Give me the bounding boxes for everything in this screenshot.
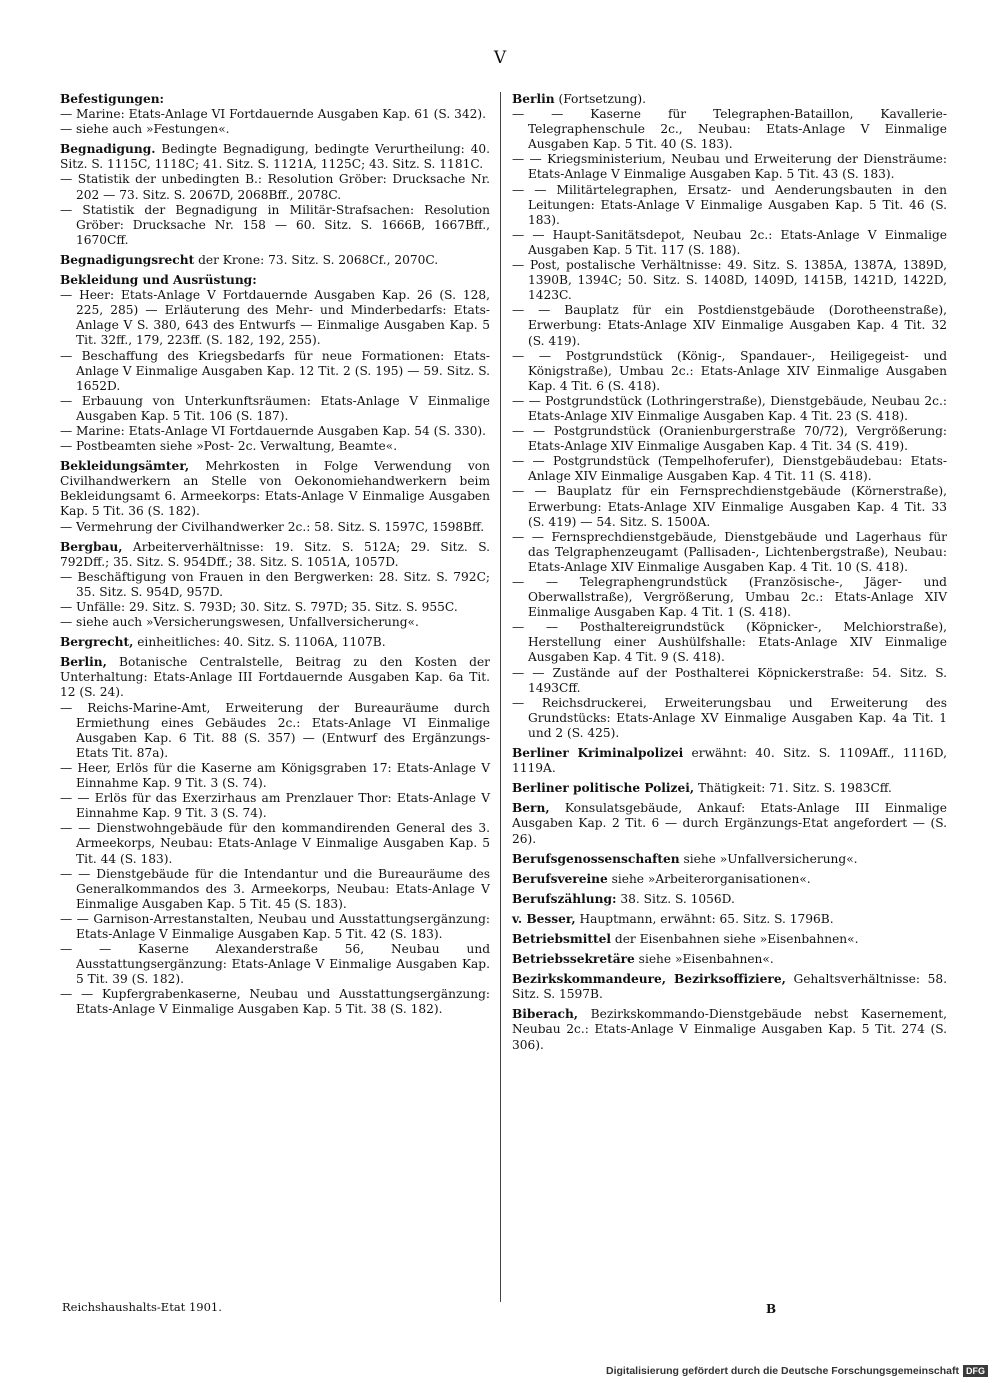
entry-heading: Betriebsmittel (512, 931, 612, 946)
entry-main (512, 746, 947, 776)
entry-heading: Bergbau, (60, 539, 123, 554)
entry-main (512, 952, 947, 967)
entry-text: einheitliches: 40. Sitz. S. 1106A, 1107B. (133, 635, 386, 650)
footer-source: Reichshaushalts-Etat 1901. (62, 1300, 222, 1314)
entry-subitem: — — Postgrundstück (König-, Spandauer-, Heiligegeist- und Königstraße), Umbau 2c.: Etats-Anlage XIV Einmalige Ausgaben Kap. 4 Tit. 6 (S. 418). (512, 348, 947, 393)
entry-text: Thätigkeit: 71. Sitz. S. 1983Cff. (694, 781, 892, 796)
entry-subitem: — Postbeamten siehe »Post- 2c. Verwaltung, Beamte«. (60, 439, 398, 454)
entry-subitem: — — Postgrundstück (Tempelhoferufer), Dienstgebäudebau: Etats-Anlage XIV Einmalige Ausgaben Kap. 4 Tit. 11 (S. 418). (512, 454, 947, 484)
entry-text: Hauptmann, erwähnt: 65. Sitz. S. 1796B. (575, 911, 834, 926)
index-entry (512, 801, 947, 846)
entry-heading: Berlin (512, 92, 555, 106)
entry-main (60, 459, 490, 519)
entry-subitem: — — Postgrundstück (Lothringerstraße), Dienstgebäude, Neubau 2c.: Etats-Anlage XIV Einmalige Ausgaben Kap. 4 Tit. 23 (S. 418). (512, 393, 947, 423)
entry-main (512, 872, 947, 887)
entry-subitem: — — Kaserne für Telegraphen-Bataillon, Kavallerie-Telegraphenschule 2c., Neubau: Etats-Anlage V Einmalige Ausgaben Kap. 5 Tit. 40 (S. 183). (512, 107, 947, 152)
entry-subitem: — — Erlös für das Exerzirhaus am Prenzlauer Thor: Etats-Anlage V Einnahme Kap. 9 Tit. 3 (S. 74). (60, 791, 490, 821)
page-number: V (493, 48, 507, 68)
dfg-credit[interactable] (606, 1364, 988, 1378)
entry-main (512, 972, 947, 1002)
entry-subitem: — Vermehrung der Civilhandwerker 2c.: 58. Sitz. S. 1597C, 1598Bff. (60, 519, 485, 534)
index-entry (60, 142, 490, 248)
entry-subitem: — — Kriegsministerium, Neubau und Erweiterung der Diensträume: Etats-Anlage V Einmalige Ausgaben Kap. 5 Tit. 43 (S. 183). (512, 152, 947, 182)
entry-subitem: — Heer, Erlös für die Kaserne am Königsgraben 17: Etats-Anlage V Einnahme Kap. 9 Tit. 3 (S. 74). (60, 760, 490, 791)
entry-text: Arbeiterverhältnisse: 19. Sitz. S. 512A; 29. Sitz. S. 792Dff.; 35. Sitz. S. 954Dff.; 38. Sitz. S. 1051A, 1057D. (60, 539, 490, 569)
entry-text: erwähnt: 40. Sitz. S. 1109Aff., 1116D, 1119A. (512, 746, 947, 776)
entry-main (60, 540, 490, 570)
entry-heading: Berufsvereine (512, 871, 608, 886)
entry-heading: Biberach, (512, 1007, 579, 1022)
entry-heading: Bern, (512, 801, 550, 816)
entry-heading: Berufsgenossenschaften (512, 851, 680, 866)
index-entry (512, 746, 947, 776)
entry-text: (Fortsetzung). (554, 92, 647, 106)
dfg-logo: DFG (963, 1365, 988, 1377)
entry-subitem: — siehe auch »Versicherungswesen, Unfallversicherung«. (60, 615, 419, 630)
dfg-text: Digitalisierung gefördert durch die Deutsche Forschungsgemeinschaft (606, 1365, 959, 1377)
entry-subitem: — — Posthaltereigrundstück (Köpnicker-, Melchiorstraße), Herstellung einer Aushülfshalle: Etats-Anlage XIV Einmalige Ausgaben Kap. 4 Tit. 9 (S. 418). (512, 620, 947, 665)
entry-heading: Bezirkskommandeure, Bezirksoffiziere, (512, 972, 786, 987)
index-entry (512, 892, 947, 907)
entry-subitem: — siehe auch »Festungen«. (60, 122, 230, 137)
entry-text: Botanische Centralstelle, Beitrag zu den Kosten der Unterhaltung: Etats-Anlage III Fortdauernde Ausgaben Kap. 6a Tit. 12 (S. 24). (60, 655, 490, 700)
entry-heading: Bergrecht, (60, 635, 134, 650)
entry-subitem: — — Kaserne Alexanderstraße 56, Neubau und Ausstattungsergänzung: Etats-Anlage V Einmalige Ausgaben Kap. 5 Tit. 39 (S. 182). (60, 942, 490, 987)
left-column (60, 92, 490, 1023)
index-entry (60, 540, 490, 631)
entry-subitem: — Unfälle: 29. Sitz. S. 793D; 30. Sitz. S. 797D; 35. Sitz. S. 955C. (60, 600, 458, 614)
entry-text: siehe »Unfallversicherung«. (679, 851, 858, 866)
entry-text: Bezirkskommando-Dienstgebäude nebst Kasernement, Neubau 2c.: Etats-Anlage V Einmalige Ausgaben Kap. 5 Tit. 274 (S. 306). (512, 1007, 947, 1052)
index-entry (512, 972, 947, 1002)
entry-text: Mehrkosten in Folge Verwendung von Civilhandwerkern an Stelle von Oekonomiehandwerkern beim Bekleidungsamt 6. Armeekorps: Etats-Anlage V Einmalige Ausgaben Kap. 5 Tit. 36 (S. 182). (60, 459, 490, 519)
entry-heading: Begnadigungsrecht (60, 252, 195, 267)
entry-subitem: — Heer: Etats-Anlage V Fortdauernde Ausgaben Kap. 26 (S. 128, 225, 285) — Erläuterung des Mehr- und Minderbedarfs: Etats-Anlage V S. 380, 643 des Entwurfs — Einmalige Ausgaben Kap. 5 Tit. 32ff., 179, 223ff. (S. 182, 192, 255). (60, 288, 490, 348)
entry-main (512, 801, 947, 846)
entry-heading: Begnadigung. (60, 142, 156, 157)
entry-text: Gehaltsverhältnisse: 58. Sitz. S. 1597B. (512, 972, 947, 1002)
entry-subitem: — Reichs-Marine-Amt, Erweiterung der Bureauräume durch Ermiethung eines Gebäudes 2c.: Etats-Anlage VI Einmalige Ausgaben Kap. 6 Tit. 88 (S. 357) — (Entwurf des Ergänzungs-Etats Tit. 87a). (60, 700, 490, 760)
entry-subitem: — Erbauung von Unterkunftsräumen: Etats-Anlage V Einmalige Ausgaben Kap. 5 Tit. 106 (S. 187). (60, 393, 490, 423)
entry-main (512, 1007, 947, 1052)
index-entry (512, 781, 947, 796)
signature-mark: B (766, 1302, 777, 1316)
entry-subitem: — — Kupfergrabenkaserne, Neubau und Ausstattungsergänzung: Etats-Anlage V Einmalige Ausgaben Kap. 5 Tit. 38 (S. 182). (60, 987, 490, 1017)
entry-heading: Berufszählung: (512, 891, 617, 906)
entry-main (512, 892, 947, 907)
entry-subitem: — Beschaffung des Kriegsbedarfs für neue Formationen: Etats-Anlage V Einmalige Ausgaben Kap. 12 Tit. 2 (S. 195) — 59. Sitz. S. 1652D. (60, 348, 490, 393)
index-entry (60, 273, 490, 454)
right-column (512, 92, 947, 1058)
entry-subitem: — — Garnison-Arrestanstalten, Neubau und Ausstattungsergänzung: Etats-Anlage V Einmalige Ausgaben Kap. 5 Tit. 42 (S. 183). (60, 911, 490, 941)
entry-main (512, 852, 947, 867)
entry-subitem: — — Zustände auf der Posthalterei Köpnickerstraße: 54. Sitz. S. 1493Cff. (512, 665, 947, 695)
entry-subitem: — — Bauplatz für ein Postdienstgebäude (Dorotheenstraße), Erwerbung: Etats-Anlage XIV Einmalige Ausgaben Kap. 4 Tit. 32 (S. 419). (512, 303, 947, 348)
entry-text: Bedingte Begnadigung, bedingte Verurtheilung: 40. Sitz. S. 1115C, 1118C; 41. Sitz. S. 1121A, 1125C; 43. Sitz. S. 1181C. (60, 142, 490, 172)
entry-text: 38. Sitz. S. 1056D. (616, 891, 735, 906)
entry-text: der Eisenbahnen siehe »Eisenbahnen«. (611, 931, 859, 946)
entry-heading: Bekleidungsämter, (60, 459, 190, 474)
entry-subitem: — Marine: Etats-Anlage VI Fortdauernde Ausgaben Kap. 61 (S. 342). (60, 107, 486, 122)
entry-subitem: — — Bauplatz für ein Fernsprechdienstgebäude (Körnerstraße), Erwerbung: Etats-Anlage XIV Einmalige Ausgaben Kap. 4 Tit. 33 (S. 419) — 54. Sitz. S. 1500A. (512, 484, 947, 529)
entry-text: der Krone: 73. Sitz. S. 2068Cf., 2070C. (194, 252, 439, 267)
entry-main (60, 142, 490, 172)
entry-subitem: — — Haupt-Sanitätsdepot, Neubau 2c.: Etats-Anlage V Einmalige Ausgaben Kap. 5 Tit. 117 (S. 188). (512, 227, 947, 257)
entry-main (512, 92, 947, 107)
entry-subitem: — Post, postalische Verhältnisse: 49. Sitz. S. 1385A, 1387A, 1389D, 1390B, 1394C; 50. Sitz. S. 1408D, 1409D, 1415B, 1421D, 1422D, 1423C. (512, 258, 947, 303)
entry-text: siehe »Eisenbahnen«. (634, 952, 774, 967)
entry-subitem: — Beschäftigung von Frauen in den Bergwerken: 28. Sitz. S. 792C; 35. Sitz. S. 954D, 957D. (60, 569, 490, 599)
entry-main (60, 273, 490, 288)
index-entry (512, 852, 947, 867)
index-entry (512, 932, 947, 947)
entry-subitem: — Marine: Etats-Anlage VI Fortdauernde Ausgaben Kap. 54 (S. 330). (60, 423, 486, 438)
entry-subitem: — — Fernsprechdienstgebäude, Dienstgebäude und Lagerhaus für das Telgraphenzeugamt (Pallisaden-, Lichtenbergstraße), Neubau: Etats-Anlage XIV Einmalige Ausgaben Kap. 4 Tit. 10 (S. 418). (512, 529, 947, 574)
entry-main (60, 92, 490, 107)
index-entry (60, 92, 490, 137)
entry-text: siehe »Arbeiterorganisationen«. (607, 871, 811, 886)
entry-subitem: — — Militärtelegraphen, Ersatz- und Aenderungsbauten in den Leitungen: Etats-Anlage V Einmalige Ausgaben Kap. 5 Tit. 46 (S. 183). (512, 182, 947, 227)
index-entry (512, 92, 947, 741)
index-entry (60, 253, 490, 268)
entry-subitem: — Statistik der unbedingten B.: Resolution Gröber: Drucksache Nr. 202 — 73. Sitz. S. 2067D, 2068Bff., 2078C. (60, 172, 490, 202)
entry-main (60, 253, 490, 268)
entry-subitem: — — Dienstwohngebäude für den kommandirenden General des 3. Armeekorps, Neubau: Etats-Anlage V Einmalige Ausgaben Kap. 5 Tit. 44 (S. 183). (60, 821, 490, 866)
entry-subitem: — — Dienstgebäude für die Intendantur und die Bureauräume des Generalkommandos des 3. Armeekorps, Neubau: Etats-Anlage V Einmalige Ausgaben Kap. 5 Tit. 45 (S. 183). (60, 866, 490, 911)
entry-main (512, 781, 947, 796)
column-divider (500, 92, 501, 1302)
entry-main (512, 912, 947, 927)
entry-text: Konsulatsgebäude, Ankauf: Etats-Anlage III Einmalige Ausgaben Kap. 2 Tit. 6 — durch Ergänzungs-Etat angefordert — (S. 26). (512, 801, 947, 846)
index-entry (60, 635, 490, 650)
entry-heading: Bekleidung und Ausrüstung: (60, 273, 257, 288)
entry-subitem: — Reichsdruckerei, Erweiterungsbau und Erweiterung des Grundstücks: Etats-Anlage XV Einmalige Ausgaben Kap. 4a Tit. 1 und 2 (S. 425). (512, 695, 947, 740)
entry-main (512, 932, 947, 947)
entry-heading: v. Besser, (512, 911, 576, 926)
index-entry (60, 459, 490, 534)
index-entry (512, 1007, 947, 1052)
entry-subitem: — — Postgrundstück (Oranienburgerstraße 70/72), Vergrößerung: Etats-Anlage XIV Einmalige Ausgaben Kap. 4 Tit. 34 (S. 419). (512, 424, 947, 454)
entry-subitem: — Statistik der Begnadigung in Militär-Strafsachen: Resolution Gröber: Drucksache Nr. 158 — 60. Sitz. S. 1666B, 1667Bff., 1670Cff. (60, 202, 490, 247)
entry-heading: Berliner politische Polizei, (512, 781, 695, 796)
entry-heading: Berlin, (60, 655, 107, 670)
index-entry (512, 952, 947, 967)
entry-heading: Berliner Kriminalpolizei (512, 746, 684, 761)
index-entry (60, 655, 490, 1017)
index-entry (512, 912, 947, 927)
entry-heading: Betriebssekretäre (512, 952, 635, 967)
entry-main (60, 635, 490, 650)
index-entry (512, 872, 947, 887)
entry-heading: Befestigungen: (60, 92, 165, 106)
entry-main (60, 655, 490, 700)
entry-subitem: — — Telegraphengrundstück (Französische-, Jäger- und Oberwallstraße), Vergrößerung, Umbau 2c.: Etats-Anlage XIV Einmalige Ausgaben Kap. 4 Tit. 1 (S. 418). (512, 575, 947, 620)
